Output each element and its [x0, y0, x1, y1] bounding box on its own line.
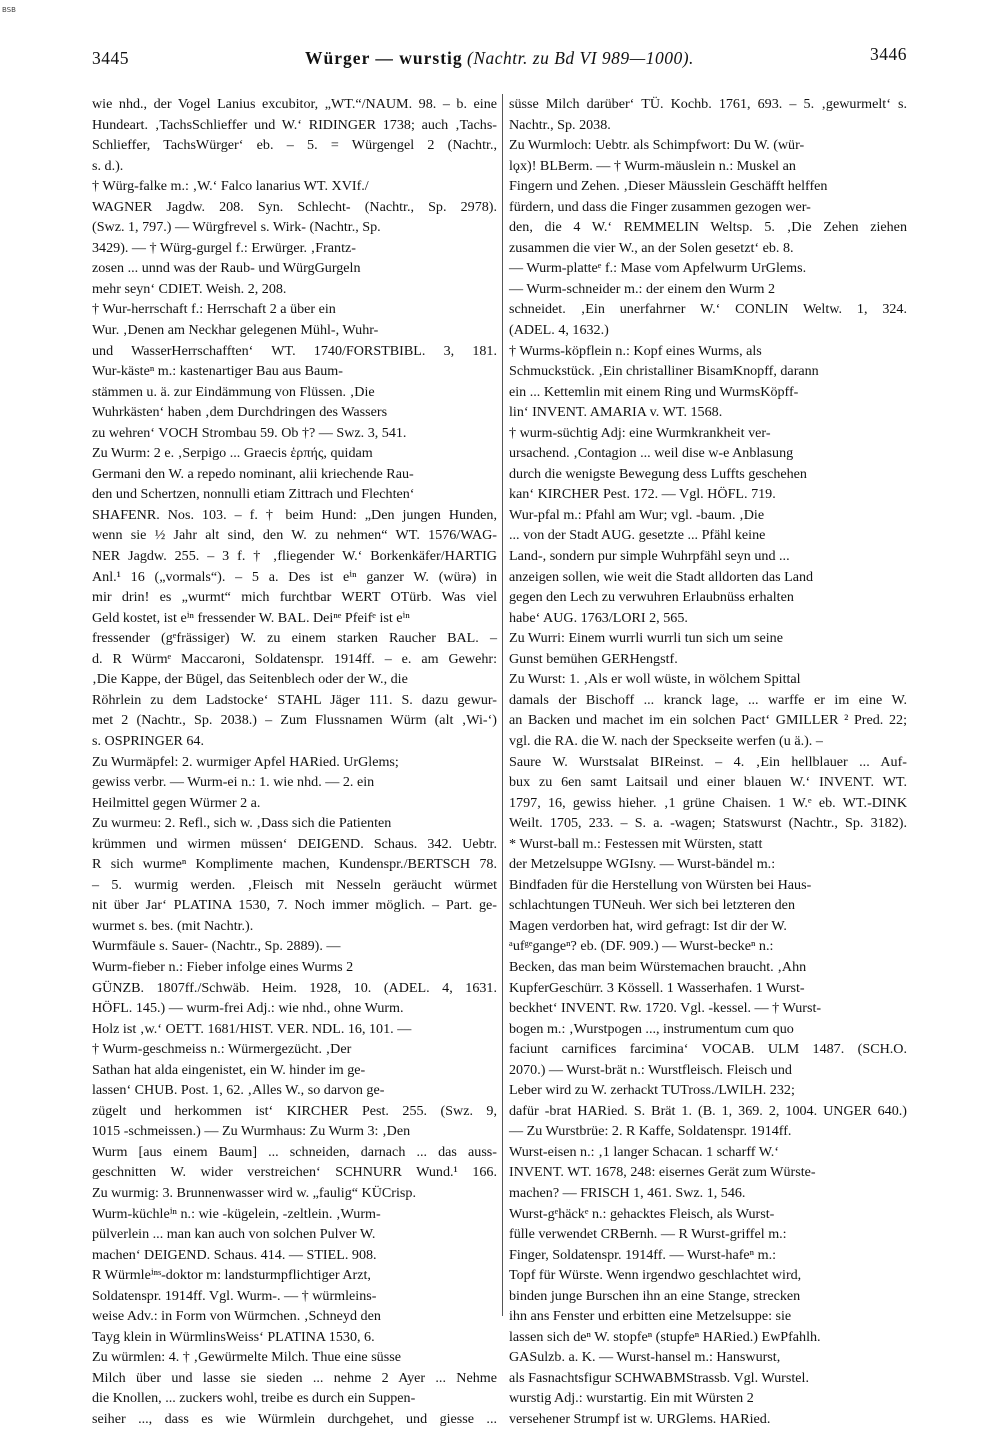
left-column: [92, 94, 497, 1430]
page-number-right: 3446: [870, 44, 907, 64]
text-line: SHAFENR. Nos. 103. – f. † beim Hund: „Den jungen Hunden,: [92, 506, 497, 523]
text-line: der Metzelsuppe WGIsny. — Wurst-bändel m.:: [509, 856, 776, 873]
text-line: NER Jagdw. 255. – 3 f. † ‚fliegender W.‘ Borkenkäfer/HARTIG: [92, 548, 497, 565]
text-line: Leber wird zu W. zerhackt TUTross./LWILH. 232;: [509, 1082, 795, 1099]
text-line: zu wehren‘ VOCH Strombau 59. Ob †? — Swz. 3, 541.: [92, 424, 407, 441]
text-line: durch die wenigste Bewegung dess Luffts geschehen: [509, 465, 807, 482]
text-line: habe‘ AUG. 1763/LORI 2, 565.: [509, 609, 688, 626]
text-line: 2070.) — Wurst-brät n.: Wurstfleisch. Fleisch und: [509, 1061, 792, 1078]
text-line: Wur-kästeⁿ m.: kastenartiger Bau aus Baum-: [92, 363, 343, 380]
text-line: met 2 (Nachtr., Sp. 2038.) – Zum Flussnamen Würm (alt ‚Wi-‘): [92, 712, 497, 729]
text-line: s. OSPRINGER 64.: [92, 732, 204, 749]
text-line: fressender (gᵉfrässiger) W. zu einem starken Raucher BAL. –: [92, 630, 497, 647]
running-headword: Würger — wurstig: [305, 48, 463, 68]
text-line: kan‘ KIRCHER Pest. 172. — Vgl. HÖFL. 719.: [509, 486, 776, 503]
text-line: Zu Wurmloch: Uebtr. als Schimpfwort: Du W. (wür-: [509, 137, 805, 154]
text-line: lassen sich deⁿ W. stopfeⁿ (stupfeⁿ HARied.) EwPfahlh.: [509, 1328, 821, 1345]
text-line: fülle verwendet CRBernh. — R Wurst-griffel m.:: [509, 1226, 787, 1243]
text-line: stämmen u. ä. zur Eindämmung von Flüssen. ‚Die: [92, 383, 375, 400]
text-line: Magen verdorben hat, wird gefragt: Ist dir der W.: [509, 917, 787, 934]
text-line: anzeigen sollen, wie weit die Stadt alldorten das Land: [509, 568, 814, 585]
text-line: ‚Die Kappe, der Bügel, das Seitenblech oder der W., die: [92, 671, 408, 688]
text-line: an Backen und machet im ein solchen Pact‘ GMILLER ² Pred. 22;: [509, 712, 907, 729]
text-line: bogen m.: ‚Wurstpogen ..., instrumentum cum quo: [509, 1020, 794, 1037]
text-line: Röhrlein zu dem Ladstocke‘ STAHL Jäger 111. S. dazu gewur-: [92, 691, 497, 708]
text-line: versehener Strumpf ist w. URGlems. HARied.: [509, 1411, 771, 1427]
text-line: ein ... Kettemlin mit einem Ring und WurmsKöpff-: [509, 383, 799, 400]
text-line: Zu wurmeu: 2. Refl., sich w. ‚Dass sich die Patienten: [92, 815, 392, 832]
text-line: lin‘ INVENT. AMARIA v. WT. 1568.: [509, 404, 723, 421]
text-line: 1797, 16, gewiss hieher. ‚1 grüne Chaisen. 1 W.ᵉ eb. WT.-DINK: [509, 794, 907, 811]
text-line: gewiss verbr. — Wurm-ei n.: 1. wie nhd. — 2. ein: [92, 774, 375, 791]
text-line: Topf für Würste. Wenn irgendwo geschlachtet wird,: [509, 1267, 802, 1284]
text-line: die Knollen, ... zuckers wohl, treibe es durch ein Suppen-: [92, 1390, 416, 1407]
text-line: GÜNZB. 1807ff./Schwäb. Heim. 1928, 10. (ADEL. 4, 1631.: [92, 979, 497, 996]
text-line: krümmen und wirmen müssen‘ DEIGEND. Schaus. 342. Uebtr.: [92, 835, 497, 852]
text-line: GASulzb. a. K. — Wurst-hansel m.: Hanswurst,: [509, 1349, 781, 1366]
text-line: Fingern und Zehen. ‚Dieser Mäusslein Geschäfft helffen: [509, 178, 828, 195]
text-line: Soldatenspr. 1914ff. Vgl. Wurm-. — † würmleins-: [92, 1287, 377, 1304]
text-line: und WasserHerrschafften‘ WT. 1740/FORSTBIBL. 3, 181.: [92, 342, 497, 359]
text-line: schlachtungen TUNeuh. Wer sich bei letzteren den: [509, 897, 795, 914]
text-line: den, die 4 W.‘ REMMELIN Weltsp. 5. ‚Die Zehen ziehen: [509, 219, 907, 236]
text-line: gegen den Lech zu verwuhren Erlaubnüss erhalten: [509, 589, 794, 606]
page-number-left: 3445: [92, 48, 129, 68]
text-line: geschnitten W. wider verstreichen‘ SCHNURR Wund.¹ 166.: [92, 1164, 497, 1181]
text-line: Hundeart. ‚TachsSchlieffer und W.‘ RIDINGER 1738; auch ‚Tachs-: [92, 116, 497, 133]
text-line: den und Schertzen, nonnulli etiam Zittrach und Flechten‘: [92, 486, 415, 503]
text-line: Heilmittel gegen Würmer 2 a.: [92, 794, 261, 811]
text-line: Milch über und lasse sie sieden ... nehme 2 Ayer ... Nehme: [92, 1369, 497, 1386]
text-line: weise Adv.: in Form von Würmchen. ‚Schneyd den: [92, 1308, 381, 1325]
text-line: Tayg klein in WürmlinsWeiss‘ PLATINA 1530, 6.: [92, 1328, 375, 1345]
text-line: seiher ..., dass es wie Würmlein durchgehet, und giesse ...: [92, 1411, 497, 1427]
text-line: als Fasnachtsfigur SCHWABMStrassb. Vgl. Wurstel.: [509, 1369, 809, 1386]
text-line: zusammen die vier W., an der Solen gesetzt‘ eb. 8.: [509, 239, 794, 256]
text-line: wie nhd., der Vogel Lanius excubitor, „WT.“/NAUM. 98. – b. eine: [92, 96, 497, 112]
text-line: nit über Jar‘ PLATINA 1530, 7. Noch immer möglich. – Part. ge-: [92, 897, 497, 914]
text-line: fürdern, und dass die Finger zusammen gezogen wer-: [509, 198, 811, 215]
text-line: † Wurm-geschmeiss n.: Würmergezücht. ‚Der: [92, 1041, 352, 1058]
text-line: vgl. die RA. die W. nach der Speckseite werfen (u ä.). –: [509, 732, 823, 749]
text-line: Wur-pfal m.: Pfahl am Wur; vgl. -baum. ‚Die: [509, 506, 765, 523]
text-line: pülverlein ... man kan auch von solchen Pulver W.: [92, 1226, 376, 1243]
text-line: schneidet. ‚Ein unerfahrner W.‘ CONLIN Weltw. 1, 324.: [509, 301, 907, 318]
text-line: binden junge Burschen ihn an eine Stange, strecken: [509, 1287, 801, 1304]
text-line: Saure W. Wurstsalat BIReinst. – 4. ‚Ein hellblauer ... Auf-: [509, 753, 907, 770]
text-line: KupferGeschürr. 3 Kössell. 1 Wasserhafen. 1 Wurst-: [509, 979, 805, 996]
text-line: R Würmleⁱⁿˢ-doktor m: landsturmpflichtiger Arzt,: [92, 1267, 371, 1284]
text-line: † Würg-falke m.: ‚W.‘ Falco lanarius WT. XVIf./: [92, 178, 369, 195]
text-line: Zu Wurm: 2 e. ‚Serpigo ... Graecis ἑρπής, quidam: [92, 445, 373, 462]
text-line: Anl.¹ 16 („vormals“). – 5 a. Des ist eⁱⁿ ganzer W. (würə) in: [92, 568, 497, 585]
text-line: mehr seyn‘ CDIET. Weish. 2, 208.: [92, 280, 287, 297]
text-line: ihn ans Fenster und erbitten eine Metzelsuppe: sie: [509, 1308, 792, 1325]
text-line: * Wurst-ball m.: Festessen mit Würsten, statt: [509, 835, 763, 852]
text-line: (Swz. 1, 797.) — Würgfrevel s. Wirk- (Nachtr., Sp.: [92, 219, 381, 236]
text-line: d. R Würmᵉ Maccaroni, Soldatenspr. 1914ff. – e. am Gewehr:: [92, 650, 497, 667]
text-line: Land-, sondern pur simple Wuhrpfähl seyn und ...: [509, 548, 790, 565]
text-line: ... von der Stadt AUG. gesetzte ... Pfähl keine: [509, 527, 766, 544]
right-column: [509, 94, 907, 1430]
text-line: † Wur-herrschaft f.: Herrschaft 2 a über ein: [92, 301, 336, 318]
text-line: Weilt. 1705, 233. – S. a. -wagen; Statswurst (Nachtr., Sp. 3182).: [509, 815, 907, 832]
text-line: dafür -brat HARied. S. Brät 1. (B. 1, 369. 2, 1004. UNGER 640.): [509, 1102, 907, 1119]
text-line: faciunt carnifices farcimina‘ VOCAB. ULM 1487. (SCH.O.: [509, 1041, 907, 1058]
text-line: Germani den W. a repedo nominant, alii kriechende Rau-: [92, 465, 414, 482]
text-line: Becken, das man beim Würstemachen braucht. ‚Ahn: [509, 958, 807, 975]
text-line: INVENT. WT. 1678, 248: eisernes Gerät zum Würste-: [509, 1164, 816, 1181]
text-line: Nachtr., Sp. 2038.: [509, 116, 611, 133]
text-line: Zu würmlen: 4. † ‚Gewürmelte Milch. Thue eine süsse: [92, 1349, 401, 1366]
text-line: Wuhrkästen‘ haben ‚dem Durchdringen des Wassers: [92, 404, 388, 421]
text-line: wenn sie ½ Jahr alt sind, den W. zu nehmen“ WT. 1576/WAG-: [92, 527, 497, 544]
text-line: süsse Milch darüber‘ TÜ. Kochb. 1761, 693. – 5. ‚gewurmelt‘ s.: [509, 96, 907, 112]
text-line: — Wurm-platteᵉ f.: Mase vom Apfelwurm UrGlems.: [509, 260, 807, 277]
text-line: bux zu 6en samt Laitsail und einer blauen W.‘ INVENT. WT.: [509, 774, 907, 791]
text-line: Bindfaden für die Herstellung von Würsten bei Haus-: [509, 876, 812, 893]
text-line: Wurst-eisen n.: ‚1 langer Schacan. 1 scharff W.‘: [509, 1143, 779, 1160]
text-line: mir drin! es „wurmt“ mich furchtbar WERT OTürb. Was viel: [92, 589, 497, 606]
text-line: machen? — FRISCH 1, 461. Swz. 1, 546.: [509, 1184, 746, 1201]
text-line: WAGNER Jagdw. 208. Syn. Schlecht- (Nachtr., Sp. 2978).: [92, 198, 497, 215]
text-line: Wur. ‚Denen am Neckhar gelegenen Mühl-, Wuhr-: [92, 322, 379, 339]
text-line: zosen ... unnd was der Raub- und WürgGurgeln: [92, 260, 361, 277]
column-divider: [502, 94, 503, 1316]
text-line: Zu wurmig: 3. Brunnenwasser wird w. „faulig“ KÜCrisp.: [92, 1184, 416, 1201]
text-line: Wurm [aus einem Baum] ... schneiden, darnach ... das auss-: [92, 1143, 497, 1160]
text-line: – 5. wurmig werden. ‚Fleisch mit Nesseln geräucht würmet: [92, 876, 497, 893]
text-line: HÖFL. 145.) — wurm-frei Adj.: wie nhd., ohne Wurm.: [92, 1000, 404, 1017]
text-line: (ADEL. 4, 1632.): [509, 322, 609, 339]
text-line: Sathan hat alda eingenistet, ein W. hinder im ge-: [92, 1061, 366, 1078]
running-title: [92, 48, 907, 69]
text-line: ᵃufᵍᵉgangeⁿ? eb. (DF. 909.) — Wurst-beckeⁿ n.:: [509, 938, 774, 955]
text-line: machen‘ DEIGEND. Schaus. 414. — STIEL. 908.: [92, 1246, 377, 1263]
text-line: Schlieffer, TachsWürger‘ eb. – 5. = Würgengel 2 (Nachtr.,: [92, 137, 497, 154]
text-line: † Wurms-köpflein n.: Kopf eines Wurms, als: [509, 342, 762, 359]
text-line: Zu Wurst: 1. ‚Als er woll wüste, in wölchem Spittal: [509, 671, 801, 688]
running-subtitle: (Nachtr. zu Bd VI 989—1000).: [467, 48, 694, 68]
text-line: Zu Wurmäpfel: 2. wurmiger Apfel HARied. UrGlems;: [92, 753, 399, 770]
text-line: Gunst bemühen GERHengstf.: [509, 650, 678, 667]
text-line: 3429). — † Würg-gurgel f.: Erwürger. ‚Frantz-: [92, 239, 356, 256]
text-line: † wurm-süchtig Adj: eine Wurmkrankheit ver-: [509, 424, 771, 441]
text-line: Wurm-fieber n.: Fieber infolge eines Wurms 2: [92, 958, 354, 975]
text-line: lǫx)! BLBerm. — † Wurm-mäuslein n.: Muskel an: [509, 157, 796, 174]
library-stamp: BSB: [2, 6, 16, 14]
text-line: — Wurm-schneider m.: der einem den Wurm 2: [509, 280, 776, 297]
text-line: Holz ist ‚w.‘ OETT. 1681/HIST. VER. NDL. 16, 101. —: [92, 1020, 412, 1037]
text-line: 1015 -schmeissen.) — Zu Wurmhaus: Zu Wurm 3: ‚Den: [92, 1123, 411, 1140]
text-line: Wurmfäule s. Sauer- (Nachtr., Sp. 2889). —: [92, 938, 341, 955]
text-line: Finger, Soldatenspr. 1914ff. — Wurst-hafeⁿ m.:: [509, 1246, 777, 1263]
text-line: Geld kostet, ist eⁱⁿ fressender W. BAL. Deiⁿᵉ Pfeifᵉ ist eⁱⁿ: [92, 609, 410, 626]
text-line: Wurm-küchleⁱⁿ n.: wie -kügelein, -zeltlein. ‚Wurm-: [92, 1205, 381, 1222]
text-line: s. d.).: [92, 157, 124, 174]
text-line: ursachend. ‚Contagion ... weil dise w-e Anblasung: [509, 445, 794, 462]
text-line: Zu Wurri: Einem wurrli wurrli tun sich um seine: [509, 630, 783, 647]
text-line: R sich wurmeⁿ Komplimente machen, Kundenspr./BERTSCH 78.: [92, 856, 497, 873]
text-line: zügelt und herkommen ist‘ KIRCHER Pest. 255. (Swz. 9,: [92, 1102, 497, 1119]
text-line: — Zu Wurstbrüe: 2. R Kaffe, Soldatenspr. 1914ff.: [509, 1123, 792, 1140]
text-line: wurstig Adj.: wurstartig. Ein mit Würsten 2: [509, 1390, 754, 1407]
page-header: [92, 44, 907, 72]
text-line: lassen‘ CHUB. Post. 1, 62. ‚Alles W., so darvon ge-: [92, 1082, 385, 1099]
text-line: beckhet‘ INVENT. Rw. 1720. Vgl. -kessel. — † Wurst-: [509, 1000, 822, 1017]
text-line: damals der Bischoff ... kranck lage, ... warffe er im eine W.: [509, 691, 907, 708]
text-line: wurmet s. bes. (mit Nachtr.).: [92, 917, 254, 934]
text-line: Schmuckstück. ‚Ein christalliner BisamKnopff, darann: [509, 363, 819, 380]
text-line: Wurst-gᵉhäckᵉ n.: gehacktes Fleisch, als Wurst-: [509, 1205, 775, 1222]
